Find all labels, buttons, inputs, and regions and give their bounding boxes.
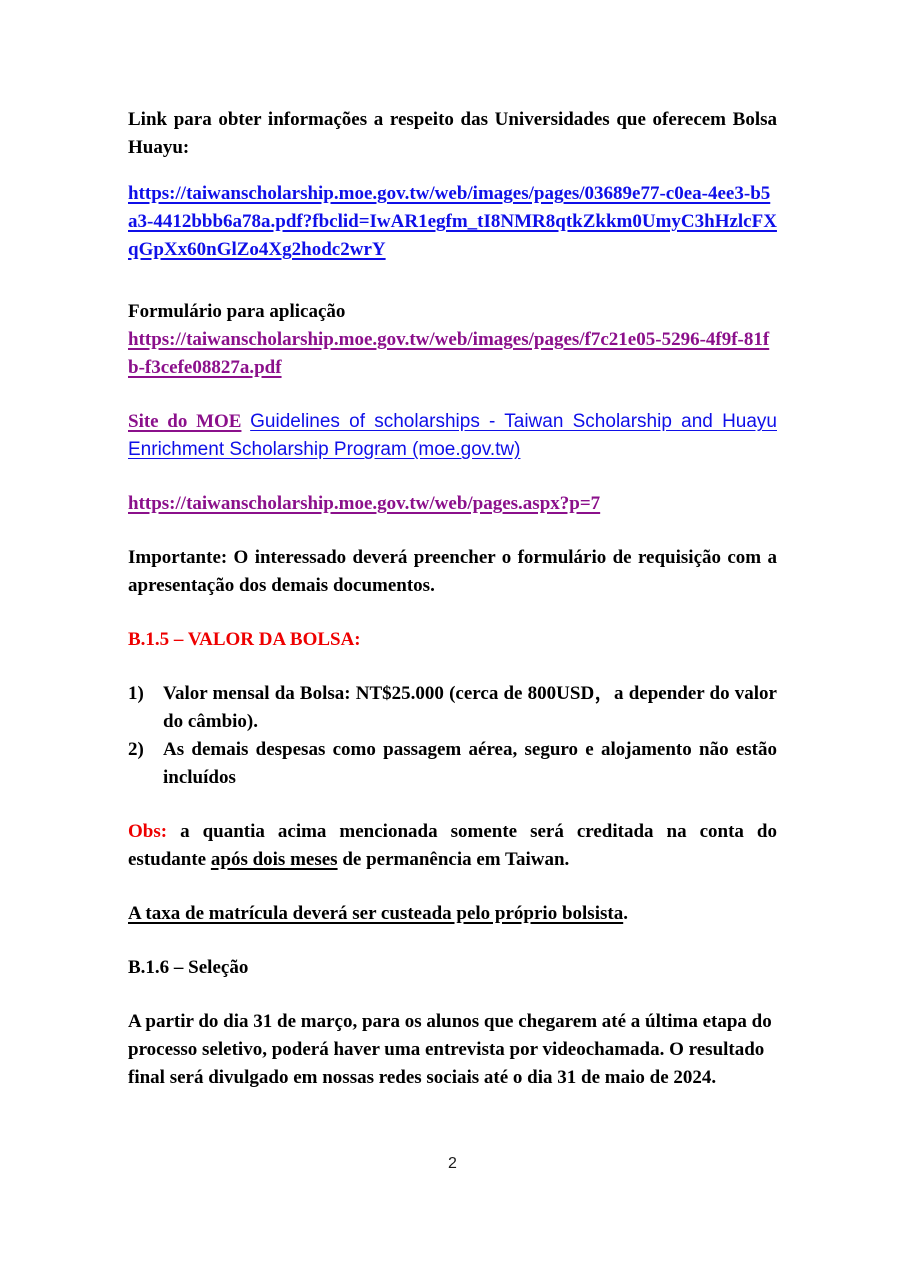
application-form-heading: Formulário para aplicação [128,301,346,322]
guidelines-link[interactable]: Guidelines of scholarships - Taiwan Scholarship and Huayu Enrichment Scholarship Program (moe.gov.tw) [128,411,777,460]
application-form-section [128,298,777,382]
section-b16-heading: B.1.6 – Seleção [128,957,249,978]
list-item-text: As demais despesas como passagem aérea, seguro e alojamento não estão incluídos [163,739,777,788]
moe-site-paragraph [128,408,777,464]
obs-paragraph [128,818,777,874]
tuition-underlined-text: A taxa de matrícula deverá ser custeada pelo próprio bolsista [128,903,624,924]
obs-text-after: de permanência em Taiwan. [337,849,570,870]
obs-label: Obs: [128,821,168,842]
pages-link-paragraph [128,490,777,518]
universities-pdf-link[interactable]: https://taiwanscholarship.moe.gov.tw/web/images/pages/03689e77-c0ea-4ee3-b5a3-4412bbb6a78a.pdf?fbclid=IwAR1egfm_tI8NMR8qtkZkkm0UmyC3hHzlcFXqGpXx60nGlZo4Xg2hodc2wrY [128,183,777,260]
scholarship-value-list [128,680,777,792]
selection-text: A partir do dia 31 de março, para os alunos que chegarem até a última etapa do processo seletivo, poderá haver uma entrevista por videochamada. O resultado final será divulgado em nossas redes sociais até o dia 31 de maio de 2024. [128,1011,772,1088]
intro-text: Link para obter informações a respeito das Universidades que oferecem Bolsa Huayu: [128,109,777,158]
obs-text-before: a quantia acima mencionada somente será creditada na conta do estudante [128,821,777,870]
tuition-paragraph [128,900,777,928]
scholarship-pages-link[interactable]: https://taiwanscholarship.moe.gov.tw/web/pages.aspx?p=7 [128,493,601,514]
intro-paragraph [128,106,777,162]
list-item-number: 1) [128,683,144,704]
list-item [128,680,777,736]
list-item-number: 2) [128,739,144,760]
page-number: 2 [448,1155,457,1172]
important-text: Importante: O interessado deverá preencher o formulário de requisição com a apresentação dos demais documentos. [128,547,777,596]
obs-underlined-text: após dois meses [210,849,338,870]
important-paragraph [128,544,777,600]
list-item-text: Valor mensal da Bolsa: NT$25.000 (cerca de 800USD，a depender do valor do câmbio). [163,683,777,732]
application-form-link[interactable]: https://taiwanscholarship.moe.gov.tw/web/images/pages/f7c21e05-5296-4f9f-81fb-f3cefe08827a.pdf [128,329,770,378]
selection-paragraph [128,1008,777,1092]
list-item [128,736,777,792]
section-b15-heading: B.1.5 – VALOR DA BOLSA: [128,629,361,650]
universities-link-paragraph [128,180,777,264]
moe-site-link[interactable]: Site do MOE [128,411,242,432]
tuition-period: . [623,903,628,924]
